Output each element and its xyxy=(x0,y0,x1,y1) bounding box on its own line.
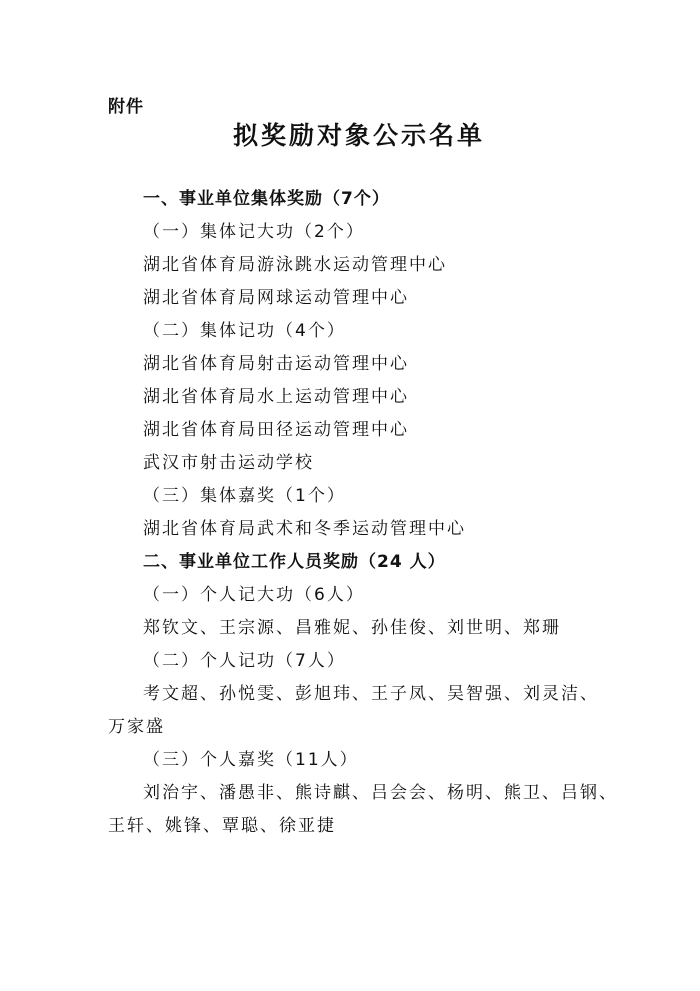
list-item: 湖北省体育局网球运动管理中心 xyxy=(143,288,409,308)
section-heading-individual: 二、事业单位工作人员奖励（24 人） xyxy=(143,552,446,572)
subsection-collective-commendation: （三）集体嘉奖（1个） xyxy=(143,486,346,506)
list-item: 湖北省体育局射击运动管理中心 xyxy=(143,354,409,374)
list-item: 湖北省体育局田径运动管理中心 xyxy=(143,420,409,440)
name-list: 考文超、孙悦雯、彭旭玮、王子凤、吴智强、刘灵洁、 xyxy=(143,684,599,704)
list-item: 武汉市射击运动学校 xyxy=(143,453,314,473)
list-item: 湖北省体育局武术和冬季运动管理中心 xyxy=(143,519,466,539)
section-heading-collective: 一、事业单位集体奖励（7个） xyxy=(143,189,390,209)
subsection-collective-major-merit: （一）集体记大功（2个） xyxy=(143,222,365,242)
attachment-label: 附件 xyxy=(108,97,144,117)
name-list: 郑钦文、王宗源、昌雅妮、孙佳俊、刘世明、郑珊 xyxy=(143,618,561,638)
name-list: 刘治宇、潘愚非、熊诗麒、吕会会、杨明、熊卫、吕钢、 xyxy=(143,783,618,803)
list-item: 湖北省体育局水上运动管理中心 xyxy=(143,387,409,407)
subsection-individual-major-merit: （一）个人记大功（6人） xyxy=(143,585,365,605)
subsection-collective-merit: （二）集体记功（4个） xyxy=(143,321,346,341)
document-title: 拟奖励对象公示名单 xyxy=(232,121,485,150)
subsection-individual-merit: （二）个人记功（7人） xyxy=(143,651,346,671)
name-list-continued: 万家盛 xyxy=(108,717,165,737)
name-list-continued: 王轩、姚锋、覃聪、徐亚捷 xyxy=(108,816,336,836)
list-item: 湖北省体育局游泳跳水运动管理中心 xyxy=(143,255,447,275)
subsection-individual-commendation: （三）个人嘉奖（11人） xyxy=(143,750,359,770)
